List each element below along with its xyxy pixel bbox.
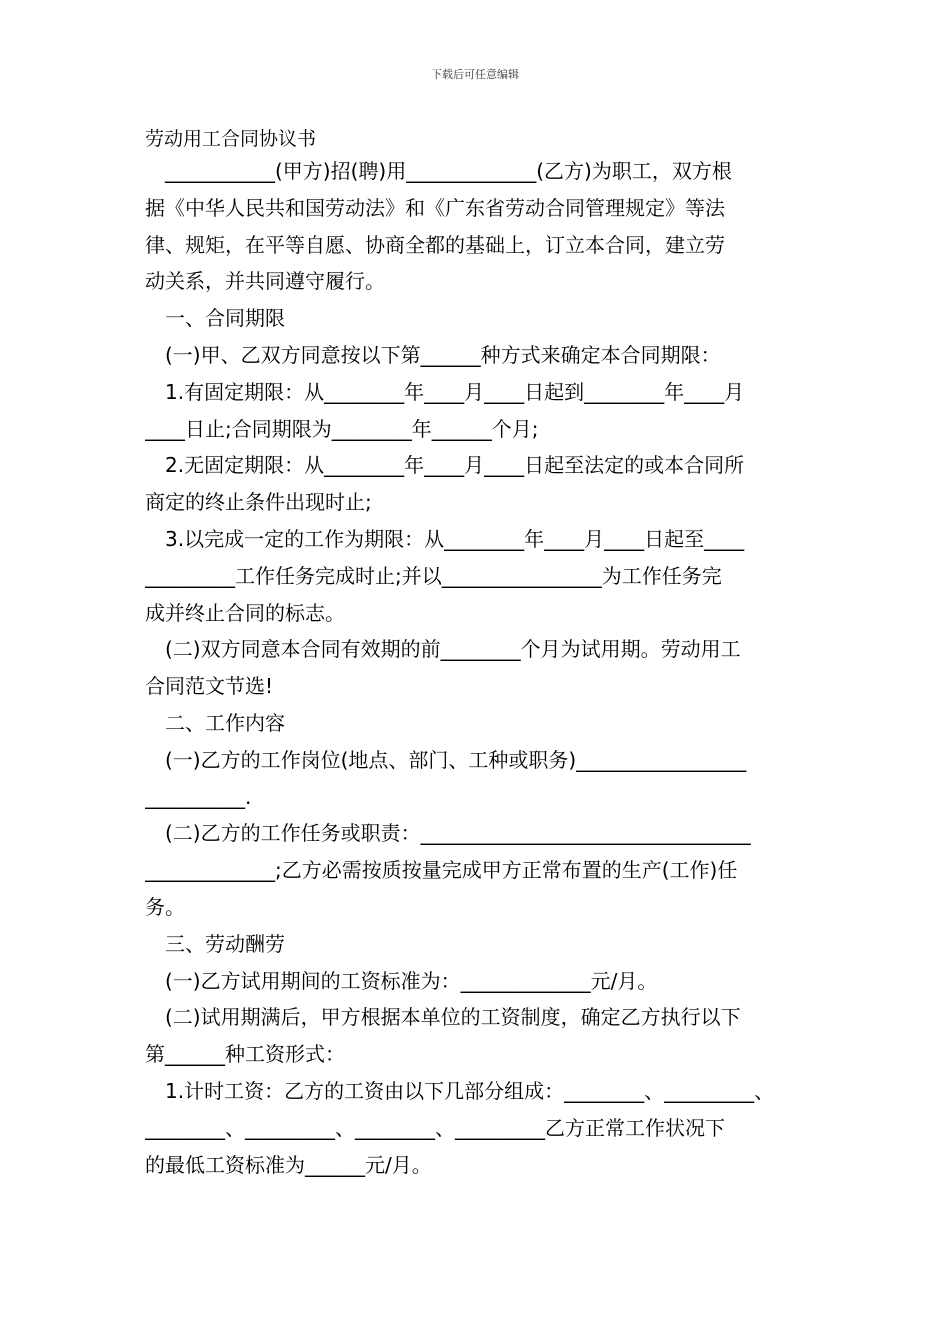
- body-line: 三、劳动酬劳: [165, 931, 285, 956]
- document-title: 劳动用工合同协议书: [145, 128, 317, 150]
- body-line: 据《中华人民共和国劳动法》和《广东省劳动合同管理规定》等法: [145, 195, 725, 220]
- body-line: (二)乙方的工作任务或职责：_________________________________: [165, 821, 751, 846]
- body-line: (二)试用期满后，甲方根据本单位的工资制度，确定乙方执行以下: [165, 1005, 741, 1030]
- body-line: _____________;乙方必需按质按量完成甲方正常布置的生产(工作)任: [145, 858, 738, 883]
- body-line: (一)乙方的工作岗位(地点、部门、工种或职务)_________________: [165, 747, 747, 772]
- body-line: 合同范文节选!: [145, 674, 274, 699]
- body-line: ________、_________、________、_________乙方正常工作状况下: [145, 1115, 725, 1140]
- body-line: 二、工作内容: [165, 710, 285, 735]
- body-line: 一、合同期限: [165, 306, 285, 331]
- page-header: 下载后可任意编辑: [431, 68, 519, 81]
- body-line: _________工作任务完成时止;并以________________为工作任务完: [145, 563, 722, 588]
- body-line: (二)双方同意本合同有效期的前________个月为试用期。劳动用工: [165, 637, 741, 662]
- body-line: 商定的终止条件出现时止;: [145, 490, 372, 515]
- body-line: ____日止;合同期限为________年______个月;: [145, 416, 539, 441]
- body-line: 2.无固定期限：从________年____月____日起至法定的或本合同所: [165, 453, 745, 478]
- body-line: (一)乙方试用期间的工资标准为：_____________元/月。: [165, 968, 658, 993]
- body-line: (一)甲、乙双方同意按以下第______种方式来确定本合同期限：: [165, 342, 721, 367]
- body-line: 第______种工资形式：: [145, 1042, 345, 1067]
- body-line: 务。: [145, 894, 185, 919]
- body-line: 3.以完成一定的工作为期限：从________年____月____日起至____: [165, 526, 745, 551]
- body-line: 1.计时工资：乙方的工资由以下几部分组成：________、_________、: [165, 1078, 775, 1103]
- body-line: 1.有固定期限：从________年____月____日起到________年____月: [165, 379, 745, 404]
- document-body: [145, 153, 807, 1183]
- body-line: ___________(甲方)招(聘)用_____________(乙方)为职工，双方根: [165, 159, 732, 183]
- body-line: __________.: [145, 784, 252, 809]
- body-line: 律、规矩，在平等自愿、协商全都的基础上，订立本合同，建立劳: [145, 232, 725, 257]
- body-line: 动关系，并共同遵守履行。: [145, 269, 385, 294]
- body-line: 的最低工资标准为______元/月。: [145, 1152, 432, 1177]
- body-line: 成并终止合同的标志。: [145, 600, 345, 625]
